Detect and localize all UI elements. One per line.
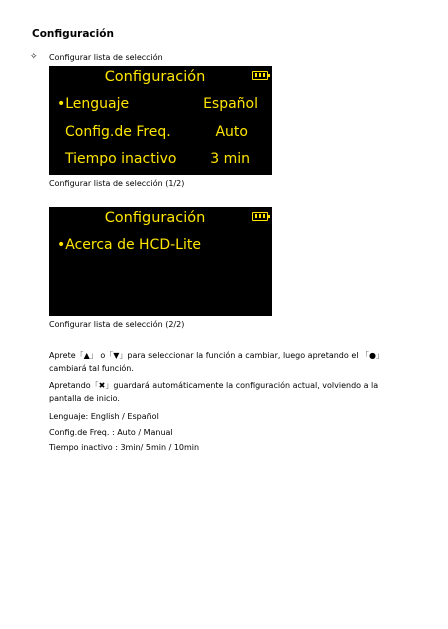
battery-icon	[252, 71, 268, 80]
menu-value: Español	[203, 96, 258, 112]
menu-label: Tiempo inactivo	[65, 151, 177, 167]
option-line-language: Lenguaje: English / Español	[49, 412, 159, 421]
up-arrow-icon: ▲	[83, 351, 90, 360]
screen-title: Configuración	[104, 210, 206, 226]
bullet-text: Configurar lista de selección	[49, 52, 163, 62]
instruction-paragraph-2: Apretando「✖」guardará automáticamente la configuración actual, volviendo a la pantalla de inicio.	[49, 381, 379, 403]
dot-button-icon: ●	[369, 351, 376, 360]
device-screen-1	[49, 66, 272, 175]
option-line-idle-time: Tiempo inactivo : 3min/ 5min / 10min	[49, 443, 200, 452]
menu-label: •Acerca de HCD-Lite	[57, 237, 201, 253]
caption-1: Configurar lista de selección (1/2)	[49, 179, 185, 188]
option-line-frequency: Config.de Freq. : Auto / Manual	[49, 428, 173, 437]
bullet-item	[30, 52, 163, 62]
battery-icon	[252, 212, 268, 221]
menu-label: •Lenguaje	[57, 96, 130, 112]
device-screen-2	[49, 207, 272, 316]
menu-value: Auto	[215, 124, 248, 140]
instruction-paragraph-1: Aprete「▲」 o「▼」para seleccionar la función a cambiar, luego apretando el 「●」 cambiará tal función.	[49, 351, 384, 373]
menu-value: 3 min	[210, 151, 250, 167]
x-button-icon: ✖	[98, 381, 106, 390]
caption-2: Configurar lista de selección (2/2)	[49, 320, 185, 329]
diamond-bullet-icon: ✧	[30, 52, 38, 62]
screen-title: Configuración	[104, 69, 206, 85]
menu-label: Config.de Freq.	[65, 124, 171, 140]
down-arrow-icon: ▼	[113, 351, 120, 360]
section-title: Configuración	[32, 28, 114, 40]
